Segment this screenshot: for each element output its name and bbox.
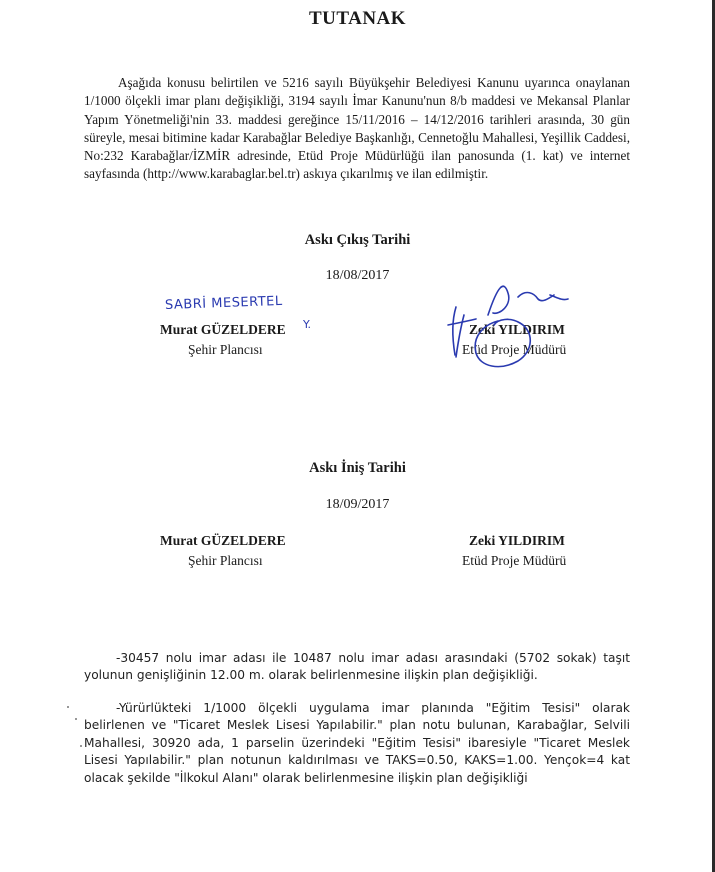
scan-speck [67, 706, 69, 708]
posting-left-role: Şehir Plancısı [188, 342, 263, 357]
posting-date: 18/08/2017 [325, 268, 390, 283]
removal-date: 18/09/2017 [325, 497, 390, 512]
removal-left-name: Murat GÜZELDERE [160, 533, 286, 548]
plan-change-item-2: -Yürürlükteki 1/1000 ölçekli uygulama imar planında "Eğitim Tesisi" olarak belirlenen ve "Ticaret Meslek Lisesi Yapılabilir." plan notu bulunan, Karabağlar, Selvili Mahallesi, 30920 ada, 1 parselin üzerindeki "Eğitim Tesisi" ibaresiyle "Ticaret Meslek Lisesi Yapılabilir." plan notunun kaldırılması ve TAKS=0.50, KAKS=1.00. Yençok=4 kat olacak şekilde "İlkokul Alanı" olarak belirlenmesine ilişkin plan değişikliği [84, 701, 630, 785]
removal-heading: Askı İniş Tarihi [309, 460, 406, 476]
removal-left-role: Şehir Plancısı [188, 553, 263, 568]
posting-right-name: Zeki YILDIRIM [469, 322, 565, 337]
posting-left-name: Murat GÜZELDERE [160, 322, 286, 337]
removal-right-name: Zeki YILDIRIM [469, 533, 565, 548]
posting-right-role: Etüd Proje Müdürü [462, 342, 567, 357]
document-title: TUTANAK [308, 8, 407, 29]
removal-right-role: Etüd Proje Müdürü [462, 553, 567, 568]
plan-change-item-1: -30457 nolu imar adası ile 10487 nolu imar adası arasındaki (5702 sokak) taşıt yolunun genişliğinin 12.00 m. olarak belirlenmesine ilişkin plan değişikliği. [84, 651, 630, 683]
handwritten-initial: Y. [303, 318, 311, 331]
signature-image [438, 275, 578, 375]
intro-paragraph: Aşağıda konusu belirtilen ve 5216 sayılı Büyükşehir Belediyesi Kanunu uyarınca onaylanan 1/1000 ölçekli imar planı değişikliği, 3194 sayılı İmar Kanunu'nun 8/b maddesi ve Mekansal Planlar Yapım Yönetmeliği'nin 33. maddesi gereğince 15/11/2016 – 14/12/2016 tarihleri arasında, 30 gün süreyle, mesai bitimine kadar Karabağlar Belediye Başkanlığı, Cennetoğlu Mahallesi, Yeşillik Caddesi, No:232 Karabağlar/İZMİR adresinde, Etüd Proje Müdürlüğü ilan panosunda (1. kat) ve internet sayfasında (http://www.karabaglar.bel.tr) askıya çıkarılmış ve ilan edilmiştir. [84, 75, 630, 182]
scan-speck [75, 718, 77, 720]
handwritten-note: SABRİ MESERTEL [164, 293, 283, 313]
scan-speck [80, 745, 82, 747]
posting-heading: Askı Çıkış Tarihi [304, 232, 411, 248]
